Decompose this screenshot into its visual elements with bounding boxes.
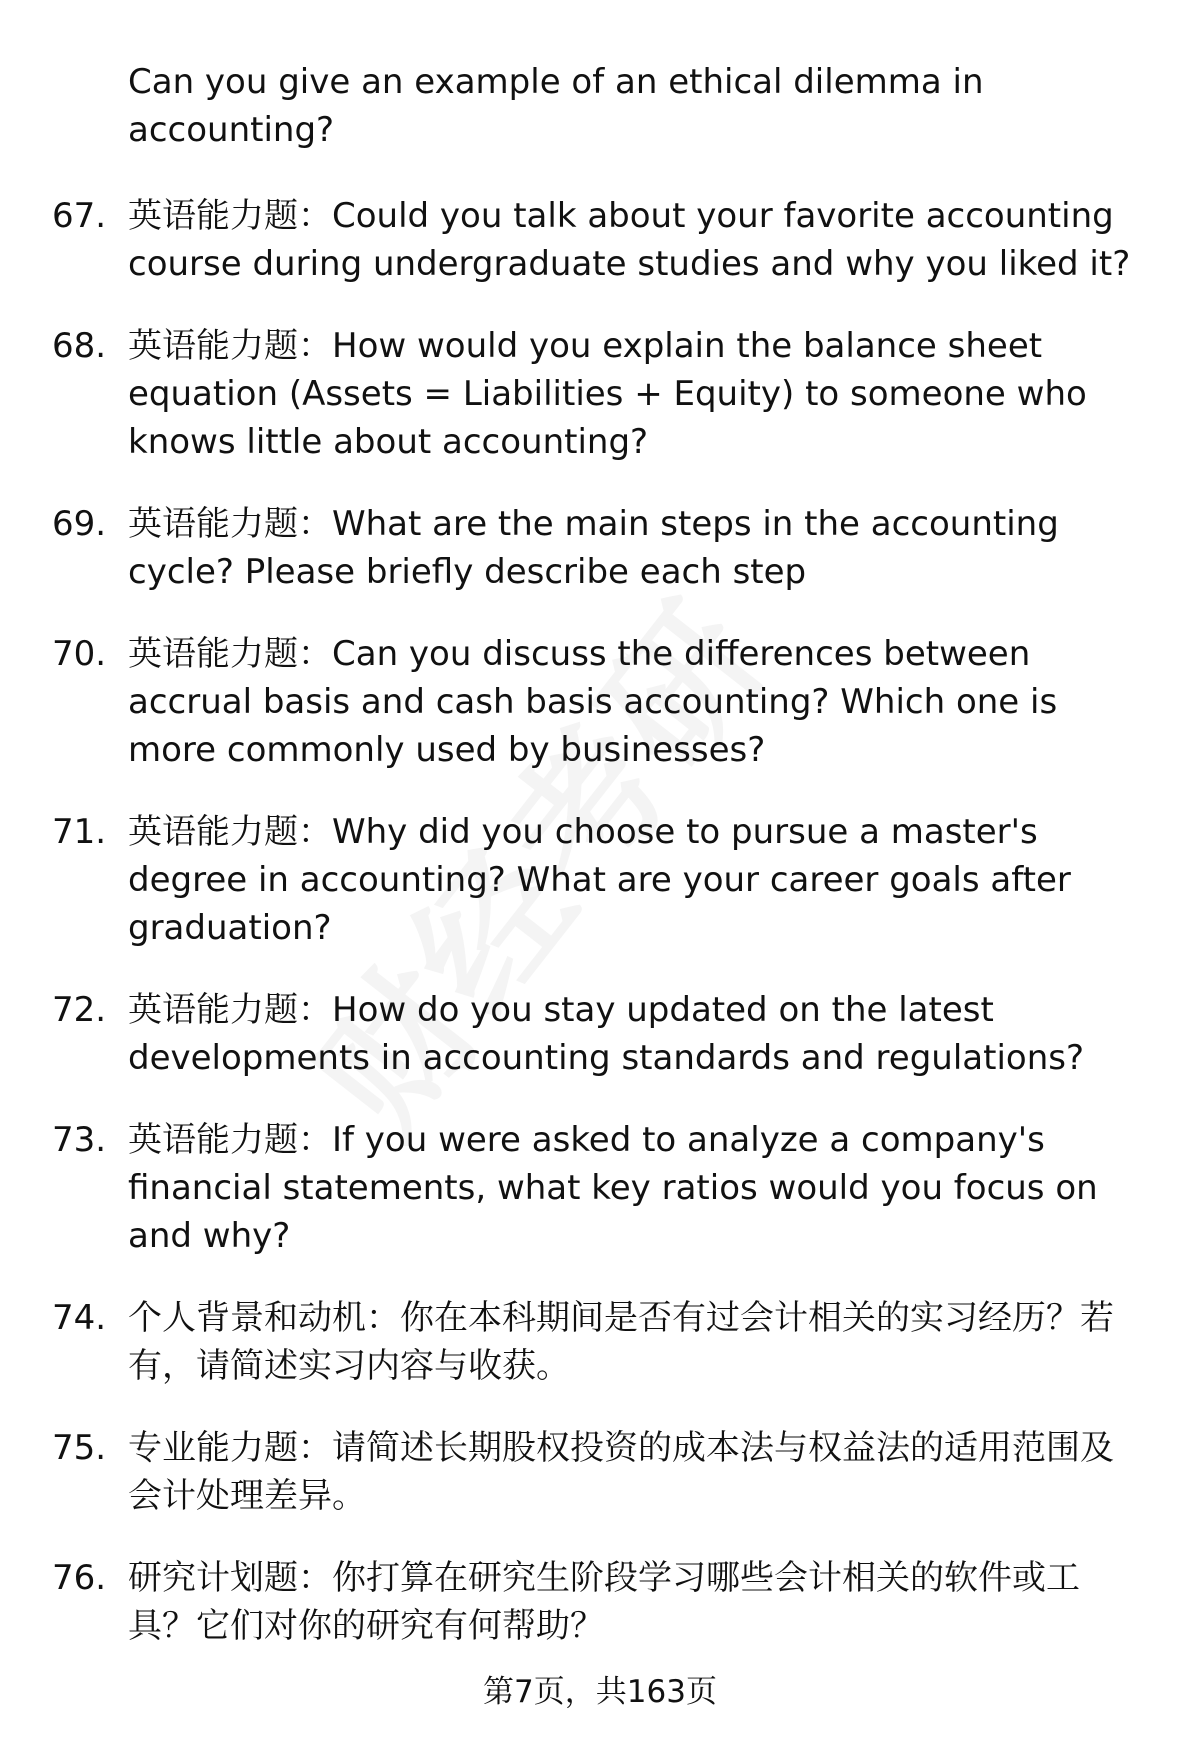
- question-text: 英语能力题：If you were asked to analyze a company's financial statements, what key ratios would you focus on and why?: [128, 1120, 1098, 1256]
- question-item: [0, 808, 1200, 952]
- question-number: 75.: [52, 1428, 107, 1468]
- question-text: 个人背景和动机：你在本科期间是否有过会计相关的实习经历？若有，请简述实习内容与收获。: [128, 1298, 1114, 1386]
- question-number: 72.: [52, 990, 107, 1030]
- question-text: 英语能力题：Could you talk about your favorite accounting course during undergraduate studies and why you liked it?: [128, 196, 1131, 284]
- intro-question-text: Can you give an example of an ethical dilemma in accounting?: [128, 62, 984, 150]
- question-item: [0, 322, 1200, 466]
- question-item: [0, 1554, 1200, 1650]
- question-text: 英语能力题：How do you stay updated on the latest developments in accounting standards and regulations?: [128, 990, 1085, 1078]
- question-number: 76.: [52, 1558, 107, 1598]
- question-number: 73.: [52, 1120, 107, 1160]
- question-number: 74.: [52, 1298, 107, 1338]
- question-text: 英语能力题：How would you explain the balance sheet equation (Assets = Liabilities + Equity) to someone who knows little about accounting?: [128, 326, 1087, 462]
- question-item: [0, 1116, 1200, 1260]
- question-number: 69.: [52, 504, 107, 544]
- question-text: 专业能力题：请简述长期股权投资的成本法与权益法的适用范围及会计处理差异。: [128, 1428, 1114, 1516]
- question-item: [0, 500, 1200, 596]
- question-item: [0, 192, 1200, 288]
- question-item: [0, 1424, 1200, 1520]
- question-text: 英语能力题：Why did you choose to pursue a master's degree in accounting? What are your career goals after graduation?: [128, 812, 1071, 948]
- question-list: [0, 192, 1200, 1684]
- question-text: 研究计划题：你打算在研究生阶段学习哪些会计相关的软件或工具？它们对你的研究有何帮助？: [128, 1558, 1080, 1646]
- question-item: [0, 630, 1200, 774]
- question-number: 68.: [52, 326, 107, 366]
- question-number: 70.: [52, 634, 107, 674]
- question-number: 71.: [52, 812, 107, 852]
- question-item: [0, 986, 1200, 1082]
- question-number: 67.: [52, 196, 107, 236]
- question-text: 英语能力题：Can you discuss the differences between accrual basis and cash basis accounting? Which one is more commonly used by businesses?: [128, 634, 1058, 770]
- question-item: [0, 1294, 1200, 1390]
- question-text: 英语能力题：What are the main steps in the accounting cycle? Please briefly describe each step: [128, 504, 1059, 592]
- page-footer: 第7页，共163页: [483, 1674, 717, 1710]
